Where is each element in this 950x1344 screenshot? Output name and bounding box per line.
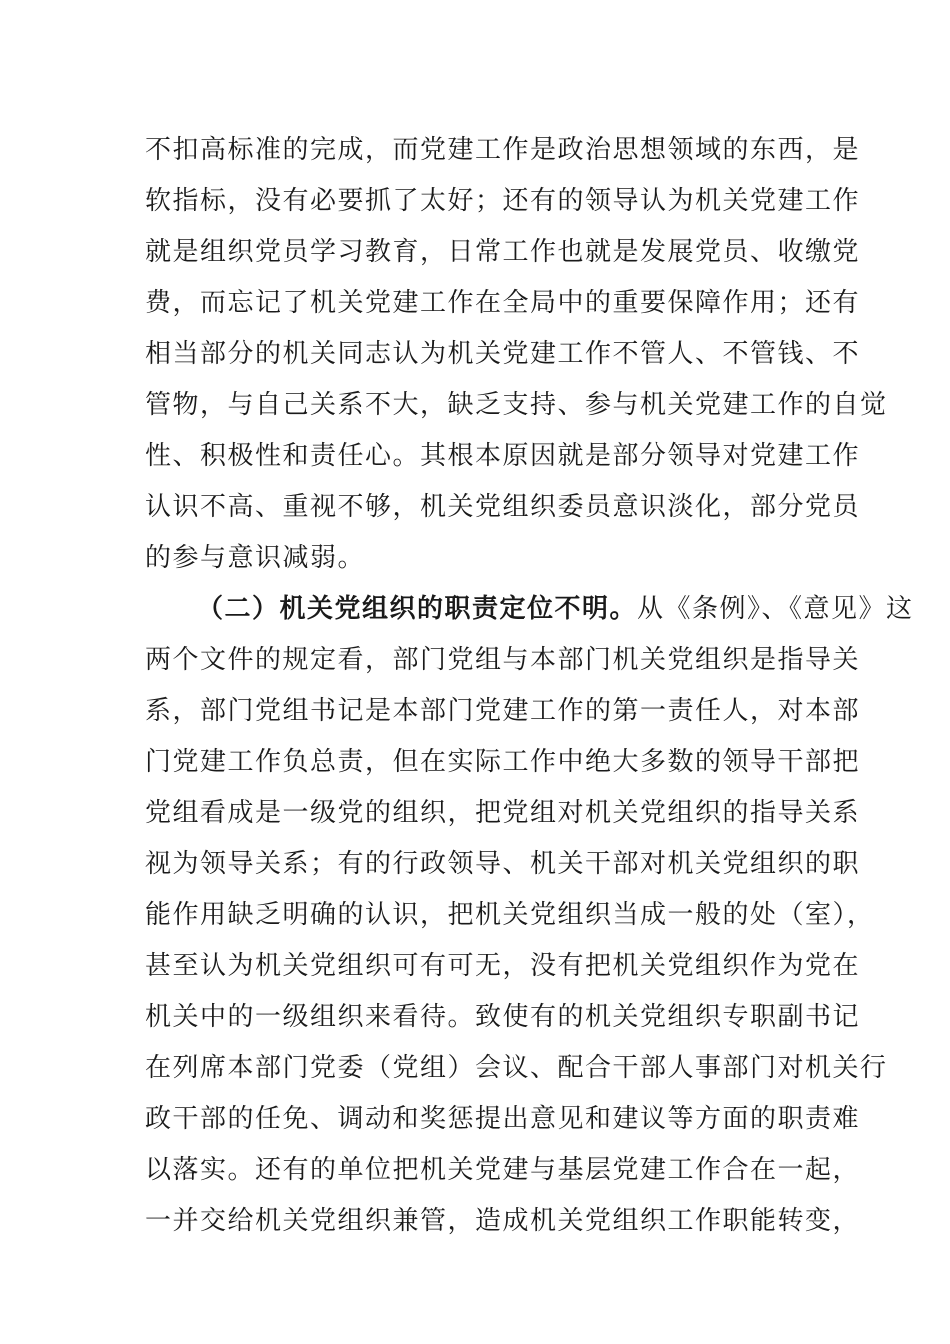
text-line: 的参与意识减弱。 [145, 543, 366, 573]
text-line: 相当部分的机关同志认为机关党建工作不管人、不管钱、不 [145, 339, 861, 369]
text-line: 认识不高、重视不够，机关党组织委员意识淡化，部分党员 [145, 492, 861, 522]
text-line: 性、积极性和责任心。其根本原因就是部分领导对党建工作 [145, 441, 861, 471]
text-line: 机关中的一级组织来看待。致使有的机关党组织专职副书记 [145, 1002, 861, 1032]
text-line: 一并交给机关党组织兼管，造成机关党组织工作职能转变， [145, 1206, 861, 1236]
text-line: 两个文件的规定看，部门党组与本部门机关党组织是指导关 [145, 645, 861, 675]
text-line: 费，而忘记了机关党建工作在全局中的重要保障作用；还有 [145, 288, 861, 318]
text-line: 门党建工作负总责，但在实际工作中绝大多数的领导干部把 [145, 747, 861, 777]
section-heading: （二）机关党组织的职责定位不明。 [197, 594, 638, 624]
text-line: 以落实。还有的单位把机关党建与基层党建工作合在一起， [145, 1155, 861, 1185]
section-heading-line [145, 584, 914, 635]
text-line: 能作用缺乏明确的认识，把机关党组织当成一般的处（室）， [145, 900, 875, 930]
text-line: 在列席本部门党委（党组）会议、配合干部人事部门对机关行 [145, 1053, 888, 1083]
text-line: 管物，与自己关系不大，缺乏支持、参与机关党建工作的自觉 [145, 390, 888, 420]
text-line: 甚至认为机关党组织可有可无，没有把机关党组织作为党在 [145, 951, 861, 981]
body-text [145, 125, 914, 1247]
text-line: 系，部门党组书记是本部门党建工作的第一责任人，对本部 [145, 696, 861, 726]
text-line: 视为领导关系；有的行政领导、机关干部对机关党组织的职 [145, 849, 861, 879]
text-line: 不扣高标准的完成，而党建工作是政治思想领域的东西，是 [145, 135, 861, 165]
text-line: 就是组织党员学习教育，日常工作也就是发展党员、收缴党 [145, 237, 861, 267]
text-fragment: 从《条例》、《意见》这 [637, 594, 914, 624]
text-line: 软指标，没有必要抓了太好；还有的领导认为机关党建工作 [145, 186, 861, 216]
text-line: 党组看成是一级党的组织，把党组对机关党组织的指导关系 [145, 798, 861, 828]
text-line: 政干部的任免、调动和奖惩提出意见和建议等方面的职责难 [145, 1104, 861, 1134]
